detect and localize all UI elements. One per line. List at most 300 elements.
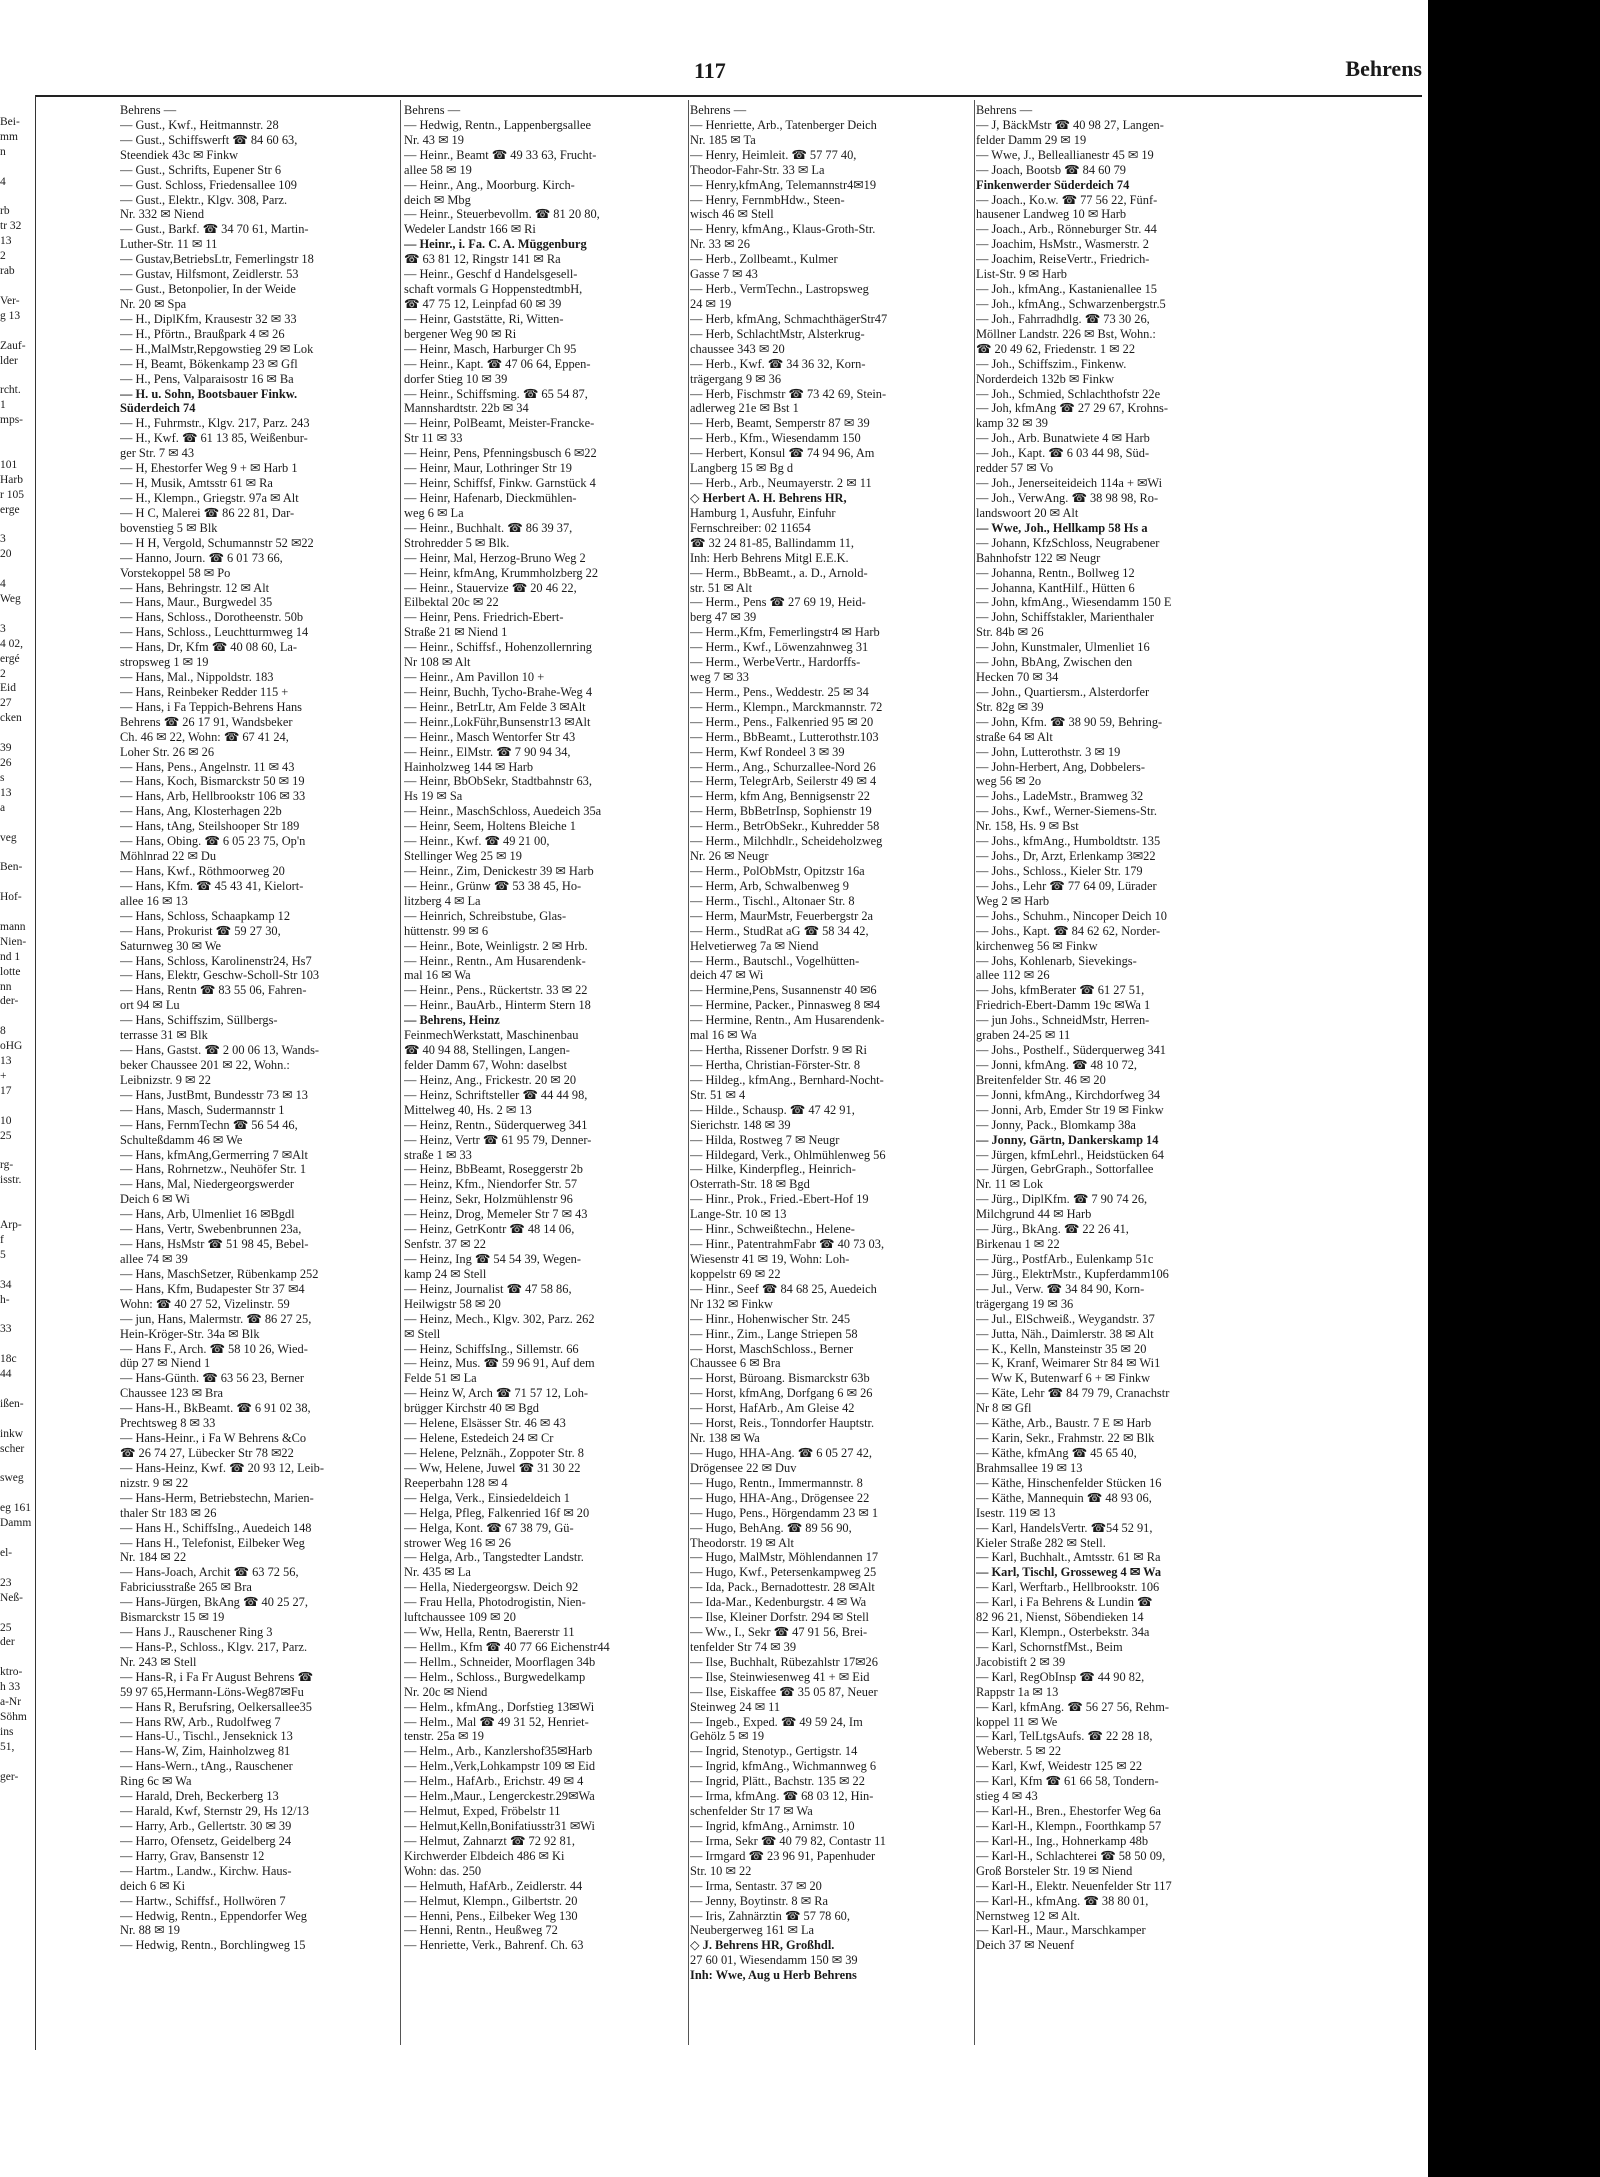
directory-line: — John, Kfm. ☎ 38 90 59, Behring- bbox=[976, 714, 1163, 729]
directory-line: — Herm., Pens., Weddestr. 25 ✉ 34 bbox=[690, 684, 869, 699]
directory-line: — Herm., Klempn., Marckmannstr. 72 bbox=[690, 699, 883, 714]
directory-line: Eilbektal 20c ✉ 22 bbox=[404, 595, 499, 610]
directory-line: — Helm., Arb., Kanzlershof35✉Harb bbox=[404, 1744, 593, 1759]
left-fragment-line: a-Nr bbox=[0, 1696, 22, 1709]
left-fragment-line: 2 bbox=[0, 667, 6, 680]
left-fragment-line: 4 bbox=[0, 175, 6, 188]
directory-line: — Hellm., Kfm ☎ 40 77 66 Eichenstr44 bbox=[404, 1639, 610, 1654]
directory-line: 24 ✉ 19 bbox=[690, 296, 732, 311]
directory-line: — Ilse, Buchhalt, Rübezahlstr 17✉26 bbox=[690, 1654, 878, 1669]
directory-line: Süderdeich 74 bbox=[120, 401, 196, 416]
directory-line: Nr 132 ✉ Finkw bbox=[690, 1296, 774, 1311]
directory-line: — Hans F., Arch. ☎ 58 10 26, Wied- bbox=[120, 1341, 308, 1356]
directory-line: allee 112 ✉ 26 bbox=[976, 968, 1050, 983]
directory-line: — Heinz, Mech., Klgv. 302, Parz. 262 bbox=[404, 1311, 595, 1326]
directory-line: FeinmechWerkstatt, Maschinenbau bbox=[404, 1028, 579, 1043]
left-fragment-line: ktro- bbox=[0, 1666, 23, 1679]
directory-line: chaussee 343 ✉ 20 bbox=[690, 341, 785, 356]
directory-line: — Jürg., BkAng. ☎ 22 26 41, bbox=[976, 1222, 1129, 1237]
directory-line: — Hinr., Schweißtechn., Helene- bbox=[690, 1222, 855, 1237]
left-fragment-line: mann bbox=[0, 920, 26, 933]
directory-line: landswoort 20 ✉ Alt bbox=[976, 505, 1079, 520]
directory-line: deich ✉ Mbg bbox=[404, 192, 471, 207]
directory-line: — Heinz, Sekr, Holzmühlenstr 96 bbox=[404, 1192, 573, 1207]
directory-line: Nr. 435 ✉ La bbox=[404, 1565, 471, 1580]
directory-line: Weberstr. 5 ✉ 22 bbox=[976, 1744, 1062, 1759]
directory-line: kamp 24 ✉ Stell bbox=[404, 1266, 487, 1281]
directory-line: — Johs., LadeMstr., Bramweg 32 bbox=[976, 789, 1144, 804]
left-fragment-line: inkw bbox=[0, 1427, 23, 1440]
directory-line: — Joh., Arb. Bunatwiete 4 ✉ Harb bbox=[976, 431, 1150, 446]
directory-line: — Heinr., Rentn., Am Husarendenk- bbox=[404, 953, 586, 968]
left-page-fragment bbox=[0, 115, 34, 1785]
directory-line: koppelstr 69 ✉ 22 bbox=[690, 1266, 781, 1281]
directory-line: Bahnhofstr 122 ✉ Neugr bbox=[976, 550, 1101, 565]
left-fragment-line: Arp- bbox=[0, 1219, 22, 1232]
directory-line: Chaussee 123 ✉ Bra bbox=[120, 1386, 223, 1401]
directory-line: — Johs, kfmBerater ☎ 61 27 51, bbox=[976, 983, 1145, 998]
left-fragment-line: lotte bbox=[0, 965, 21, 978]
directory-line: — K, Kranf, Weimarer Str 84 ✉ Wi1 bbox=[976, 1356, 1161, 1371]
directory-line: — Hans R, Berufsring, Oelkersallee35 bbox=[120, 1699, 313, 1714]
directory-line: — John., Quartiersm., Alsterdorfer bbox=[976, 684, 1150, 699]
left-fragment-line: 3 bbox=[0, 533, 6, 546]
directory-line: — John, BbAng, Zwischen den bbox=[976, 655, 1133, 670]
directory-line: — Hugo, Rentn., Immermannstr. 8 bbox=[690, 1475, 863, 1490]
directory-line: — Heinr, PolBeamt, Meister-Francke- bbox=[404, 416, 595, 431]
directory-line: — Johs., Kapt. ☎ 84 62 62, Norder- bbox=[976, 923, 1161, 938]
directory-line: — Ww, Helene, Juwel ☎ 31 30 22 bbox=[404, 1460, 581, 1475]
directory-line: — Hans-W, Zim, Hainholzweg 81 bbox=[120, 1744, 291, 1759]
directory-line: — H.,MalMstr,Repgowstieg 29 ✉ Lok bbox=[120, 341, 314, 356]
directory-line: bovenstieg 5 ✉ Blk bbox=[120, 520, 218, 535]
directory-line: — Herb., Kwf. ☎ 34 36 32, Korn- bbox=[690, 356, 866, 371]
directory-line: — Horst, Reis., Tonndorfer Hauptstr. bbox=[690, 1416, 875, 1431]
directory-line: Felde 51 ✉ La bbox=[404, 1371, 477, 1386]
directory-line: — Horst, MaschSchloss., Berner bbox=[690, 1341, 854, 1356]
directory-line: Mittelweg 40, Hs. 2 ✉ 13 bbox=[404, 1102, 532, 1117]
directory-line: Weg 2 ✉ Harb bbox=[976, 893, 1050, 908]
directory-line: — Harald, Kwf, Sternstr 29, Hs 12/13 bbox=[120, 1804, 309, 1819]
directory-line: — Heinr., i. Fa. C. A. Müggenburg bbox=[404, 237, 587, 252]
directory-line: — Ingrid, kfmAng., Arnimstr. 10 bbox=[690, 1819, 855, 1834]
directory-line: — Ingrid, Stenotyp., Gertigstr. 14 bbox=[690, 1744, 858, 1759]
directory-line: allee 58 ✉ 19 bbox=[404, 162, 472, 177]
page-number: 117 bbox=[694, 58, 726, 83]
directory-line: — Joh., Schiffszim., Finkenw. bbox=[976, 356, 1127, 371]
directory-line: 59 97 65,Hermann-Löns-Weg87✉Fu bbox=[120, 1684, 304, 1699]
directory-line: — jun, Hans, Malermstr. ☎ 86 27 25, bbox=[120, 1311, 312, 1326]
left-fragment-line bbox=[0, 368, 34, 383]
directory-line: — Henry, Heimleit. ☎ 57 77 40, bbox=[690, 147, 857, 162]
left-fragment-line: der- bbox=[0, 995, 19, 1008]
directory-line: — Hans H., Telefonist, Eilbeker Weg bbox=[120, 1535, 305, 1550]
left-fragment-line: 3 bbox=[0, 622, 6, 635]
directory-line: Str. 51 ✉ 4 bbox=[690, 1087, 746, 1102]
directory-line: — Heinrich, Schreibstube, Glas- bbox=[404, 908, 567, 923]
directory-line: — Heinz, SchiffsIng., Sillemstr. 66 bbox=[404, 1341, 579, 1356]
left-fragment-line bbox=[0, 1412, 34, 1427]
directory-line: — Gust. Schloss, Friedensallee 109 bbox=[120, 177, 297, 192]
directory-line: — Hans-R, i Fa Fr August Behrens ☎ bbox=[120, 1669, 314, 1684]
directory-line: — Johs., Schuhm., Nincoper Deich 10 bbox=[976, 908, 1167, 923]
directory-line: schenfelder Str 17 ✉ Wa bbox=[690, 1804, 813, 1819]
directory-line: — Hans, MaschSetzer, Rübenkamp 252 bbox=[120, 1266, 319, 1281]
directory-line: — Hans RW, Arb., Rudolfweg 7 bbox=[120, 1714, 281, 1729]
directory-line: — Herm, Arb, Schwalbenweg 9 bbox=[690, 878, 849, 893]
left-fragment-line bbox=[0, 190, 34, 205]
directory-line: — Helmut,Kelln,Bonifatiusstr31 ✉Wi bbox=[404, 1819, 595, 1834]
directory-line: — Ww., I., Sekr ☎ 47 91 56, Brei- bbox=[690, 1625, 868, 1640]
left-fragment-line: 5 bbox=[0, 1248, 6, 1261]
directory-line: — Joach, Bootsb ☎ 84 60 79 bbox=[976, 162, 1127, 177]
directory-line: — Helmuth, HafArb., Zeidlerstr. 44 bbox=[404, 1878, 583, 1893]
directory-line: — Gust., Barkf. ☎ 34 70 61, Martin- bbox=[120, 222, 309, 237]
left-fragment-line: rab bbox=[0, 265, 15, 278]
directory-line: hüttenstr. 99 ✉ 6 bbox=[404, 923, 489, 938]
directory-line: — Hans, Masch, Sudermannstr 1 bbox=[120, 1102, 285, 1117]
directory-line: — Hans, Elektr, Geschw-Scholl-Str 103 bbox=[120, 968, 320, 983]
directory-line: weg 56 ✉ 2o bbox=[976, 774, 1042, 789]
left-fragment-line: 17 bbox=[0, 1084, 12, 1097]
directory-line: Gasse 7 ✉ 43 bbox=[690, 267, 758, 282]
directory-line: ort 94 ✉ Lu bbox=[120, 998, 180, 1013]
directory-line: — Herm., Bautschl., Vogelhütten- bbox=[690, 953, 860, 968]
directory-line: — Johanna, Rentn., Bollweg 12 bbox=[976, 565, 1135, 580]
directory-line: — Hartw., Schiffsf., Hollwören 7 bbox=[120, 1893, 286, 1908]
directory-line: strower Weg 16 ✉ 26 bbox=[404, 1535, 511, 1550]
left-fragment-line: Ver- bbox=[0, 294, 20, 307]
directory-line: — Heinz, Drog, Memeler Str 7 ✉ 43 bbox=[404, 1207, 588, 1222]
directory-line: — Hans-U., Tischl., Jenseknick 13 bbox=[120, 1729, 293, 1744]
directory-line: — Herm., Kwf., Löwenzahnweg 31 bbox=[690, 640, 869, 655]
directory-line: Inh: Herb Behrens Mitgl E.E.K. bbox=[690, 550, 849, 565]
directory-line: — Hans, kfmAng,Germerring 7 ✉Alt bbox=[120, 1147, 308, 1162]
directory-line: — Hugo, HHA-Ang., Drögensee 22 bbox=[690, 1490, 870, 1505]
directory-line: — Karl-H., Maur., Marschkamper bbox=[976, 1923, 1146, 1938]
directory-line: — Heinr, BbObSekr, Stadtbahnstr 63, bbox=[404, 774, 592, 789]
directory-line: — Johs., Lehr ☎ 77 64 09, Lürader bbox=[976, 878, 1157, 893]
directory-line: Nr. 138 ✉ Wa bbox=[690, 1431, 760, 1446]
left-fragment-line: n bbox=[0, 145, 6, 158]
directory-line: — Johanna, KantHilf., Hütten 6 bbox=[976, 580, 1135, 595]
directory-line: — Karl-H., Klempn., Foorthkamp 57 bbox=[976, 1819, 1162, 1834]
directory-line: — Heinr., Zim, Denickestr 39 ✉ Harb bbox=[404, 864, 594, 879]
directory-line: — Heinz, Mus. ☎ 59 96 91, Auf dem bbox=[404, 1356, 595, 1371]
directory-line: str. 51 ✉ Alt bbox=[690, 580, 753, 595]
directory-line: felder Damm 67, Wohn: daselbst bbox=[404, 1058, 567, 1072]
directory-line: Steendiek 43c ✉ Finkw bbox=[120, 147, 239, 162]
directory-line: Vorstekoppel 58 ✉ Po bbox=[120, 565, 231, 580]
directory-line: — Henriette, Verk., Bahrenf. Ch. 63 bbox=[404, 1938, 584, 1953]
left-fragment-line bbox=[0, 726, 34, 741]
column-2 bbox=[404, 103, 679, 1953]
left-fragment-line: 4 bbox=[0, 578, 6, 591]
directory-line: — Heinr., Kwf. ☎ 49 21 00, bbox=[404, 834, 550, 849]
directory-line: Nr 8 ✉ Gfl bbox=[976, 1401, 1032, 1416]
left-fragment-line bbox=[0, 1486, 34, 1501]
directory-line: — Hans-Herm, Betriebstechn, Marien- bbox=[120, 1490, 314, 1505]
left-fragment-line bbox=[0, 1457, 34, 1472]
directory-line: deich 47 ✉ Wi bbox=[690, 968, 764, 983]
left-fragment-line: Hof- bbox=[0, 891, 22, 904]
directory-line: — Heinz, Journalist ☎ 47 58 86, bbox=[404, 1281, 572, 1296]
directory-line: felder Damm 29 ✉ 19 bbox=[976, 132, 1087, 147]
directory-line: Str. 10 ✉ 22 bbox=[690, 1863, 752, 1878]
left-fragment-line: ißen- bbox=[0, 1397, 24, 1410]
directory-line: — Hans J., Rauschener Ring 3 bbox=[120, 1625, 273, 1640]
left-fragment-line: 2 bbox=[0, 250, 6, 263]
directory-line: — Herb., Kfm., Wiesendamm 150 bbox=[690, 431, 861, 446]
left-fragment-line: ergé bbox=[0, 652, 20, 665]
directory-line: — John, Lutterothstr. 3 ✉ 19 bbox=[976, 744, 1121, 759]
directory-line: — Helga, Pfleg, Falkenried 16f ✉ 20 bbox=[404, 1505, 590, 1520]
directory-line: — Käthe, Hinschenfelder Stücken 16 bbox=[976, 1475, 1162, 1490]
directory-line: — Hans, Mal, Niedergeorgswerder bbox=[120, 1177, 294, 1192]
directory-line: schaft vormals G HoppenstedtmbH, bbox=[404, 282, 583, 297]
directory-line: — Hans-Heinz, Kwf. ☎ 20 93 12, Leib- bbox=[120, 1460, 325, 1475]
directory-line: ◇ J. Behrens HR, Großhdl. bbox=[690, 1938, 835, 1953]
left-fragment-line: 23 bbox=[0, 1576, 12, 1589]
directory-line: — Hans, Obing. ☎ 6 05 23 75, Op'n bbox=[120, 834, 306, 849]
directory-line: — Johs, Kohlenarb, Sievekings- bbox=[976, 953, 1137, 968]
left-fragment-line bbox=[0, 1308, 34, 1323]
directory-line: — Hugo, MalMstr, Möhlendannen 17 bbox=[690, 1550, 879, 1565]
directory-line: — Jürg., DiplKfm. ☎ 7 90 74 26, bbox=[976, 1192, 1148, 1207]
directory-line: — Hans, Schloss, Karolinenstr24, Hs7 bbox=[120, 953, 312, 968]
directory-line: — Joachim, HsMstr., Wasmerstr. 2 bbox=[976, 237, 1149, 252]
directory-line: — Jul., ElSchweiß., Weygandstr. 37 bbox=[976, 1311, 1155, 1326]
directory-line: — Horst, kfmAng, Dorfgang 6 ✉ 26 bbox=[690, 1386, 873, 1401]
directory-line: — Herm., Pens., Falkenried 95 ✉ 20 bbox=[690, 714, 874, 729]
left-fragment-line: Bei- bbox=[0, 116, 20, 128]
directory-line: — Heinr, Masch, Harburger Ch 95 bbox=[404, 341, 577, 356]
left-fragment-line: h 33 bbox=[0, 1681, 21, 1694]
directory-line: — Hans, Kwf., Röthmoorweg 20 bbox=[120, 864, 285, 879]
directory-line: — Joh, kfmAng ☎ 27 29 67, Krohns- bbox=[976, 401, 1168, 416]
directory-line: — Hugo, Kwf., Petersenkampweg 25 bbox=[690, 1565, 877, 1580]
directory-line: Chaussee 6 ✉ Bra bbox=[690, 1356, 781, 1371]
directory-line: — Hildegard, Verk., Ohlmühlenweg 56 bbox=[690, 1147, 886, 1162]
directory-line: — Irmgard ☎ 23 96 91, Papenhuder bbox=[690, 1848, 876, 1863]
directory-line: Str. 84b ✉ 26 bbox=[976, 625, 1044, 640]
directory-line: Groß Borsteler Str. 19 ✉ Niend bbox=[976, 1863, 1133, 1878]
running-head: Behrens bbox=[1345, 56, 1422, 81]
left-fragment-line bbox=[0, 1531, 34, 1546]
directory-line: — Frau Hella, Photodrogistin, Nien- bbox=[404, 1595, 586, 1610]
directory-line: — Jürgen, GebrGraph., Sottorfallee bbox=[976, 1162, 1154, 1177]
directory-line: ☎ 20 49 62, Friedenstr. 1 ✉ 22 bbox=[976, 341, 1136, 356]
left-fragment-line bbox=[0, 1009, 34, 1024]
left-fragment-line bbox=[0, 443, 34, 458]
directory-line: Osterrath-Str. 18 ✉ Bgd bbox=[690, 1177, 810, 1192]
directory-line: Helvetierweg 7a ✉ Niend bbox=[690, 938, 819, 953]
directory-line: Ring 6c ✉ Wa bbox=[120, 1774, 192, 1789]
directory-line: kirchenweg 56 ✉ Finkw bbox=[976, 938, 1098, 953]
left-fragment-line: 8 bbox=[0, 1025, 6, 1038]
directory-line: — Herbert, Konsul ☎ 74 94 96, Am bbox=[690, 446, 875, 461]
directory-line: — Hermine, Packer., Pinnasweg 8 ✉4 bbox=[690, 998, 881, 1013]
left-fragment-line: 25 bbox=[0, 1129, 12, 1142]
directory-line: Behrens — bbox=[690, 103, 747, 117]
directory-line: — Hans, Arb, Ulmenliet 16 ✉Bgdl bbox=[120, 1207, 295, 1222]
directory-line: — Johs., kfmAng., Humboldtstr. 135 bbox=[976, 834, 1161, 849]
left-fragment-line: Neß- bbox=[0, 1591, 23, 1604]
directory-line: Str. 82g ✉ 39 bbox=[976, 699, 1044, 714]
directory-line: — Hartm., Landw., Kirchw. Haus- bbox=[120, 1863, 292, 1878]
left-fragment-line: rb bbox=[0, 205, 10, 218]
directory-line: Kirchwerder Elbdeich 486 ✉ Ki bbox=[404, 1848, 565, 1863]
directory-line: — Hans, HsMstr ☎ 51 98 45, Bebel- bbox=[120, 1237, 309, 1252]
directory-line: Saturnweg 30 ✉ We bbox=[120, 938, 222, 953]
directory-line: — Karl, Klempn., Osterbekstr. 34a bbox=[976, 1625, 1150, 1640]
directory-line: Leibnizstr. 9 ✉ 22 bbox=[120, 1072, 211, 1087]
directory-line: — H C, Malerei ☎ 86 22 81, Dar- bbox=[120, 505, 295, 520]
directory-line: — Herb, Fischmstr ☎ 73 42 69, Stein- bbox=[690, 386, 887, 401]
directory-line: — Herm., BbBeamt., Lutterothstr.103 bbox=[690, 729, 879, 744]
directory-line: Schulteßdamm 46 ✉ We bbox=[120, 1132, 243, 1147]
directory-line: — Herm, Kwf Rondeel 3 ✉ 39 bbox=[690, 744, 845, 759]
left-fragment-line: f bbox=[0, 1233, 4, 1246]
directory-line: — Hellm., Schneider, Moorflagen 34b bbox=[404, 1654, 596, 1669]
directory-line: — Hertha, Rissener Dorfstr. 9 ✉ Ri bbox=[690, 1043, 867, 1058]
directory-line: — Herm., Milchhdlr., Scheideholzweg bbox=[690, 834, 883, 849]
directory-line: — Hilde., Schausp. ☎ 47 42 91, bbox=[690, 1102, 855, 1117]
directory-line: Breitenfelder Str. 46 ✉ 20 bbox=[976, 1072, 1106, 1087]
directory-line: — Karl, Kfm ☎ 61 66 58, Tondern- bbox=[976, 1774, 1159, 1789]
left-fragment-line: eg 161 bbox=[0, 1502, 31, 1515]
left-fragment-line: Harb bbox=[0, 473, 23, 486]
directory-line: — Herb, Beamt, Semperstr 87 ✉ 39 bbox=[690, 416, 870, 431]
left-fragment-line: 27 bbox=[0, 697, 12, 710]
directory-line: — Irma, kfmAng. ☎ 68 03 12, Hin- bbox=[690, 1789, 874, 1804]
left-fragment-line bbox=[0, 845, 34, 860]
left-fragment-line bbox=[0, 279, 34, 294]
directory-line: — Johs., Schloss., Kieler Str. 179 bbox=[976, 864, 1143, 879]
directory-line: kamp 32 ✉ 39 bbox=[976, 416, 1048, 431]
directory-line: — Hans, Dr, Kfm ☎ 40 08 60, La- bbox=[120, 640, 298, 655]
left-fragment-line: a bbox=[0, 801, 6, 814]
directory-line: — Heinr, Schiffsf, Finkw. Garnstück 4 bbox=[404, 476, 596, 491]
left-fragment-line: 10 bbox=[0, 1114, 12, 1127]
directory-line: straße 1 ✉ 33 bbox=[404, 1147, 472, 1162]
directory-line: — Herm., Ang., Schurzallee-Nord 26 bbox=[690, 759, 876, 774]
directory-line: — Herm., StudRat aG ☎ 58 34 42, bbox=[690, 923, 869, 938]
directory-line: — Karl-H., Elektr. Neuenfelder Str 117 bbox=[976, 1878, 1172, 1893]
left-fragment-line bbox=[0, 1337, 34, 1352]
directory-line: Theodor-Fahr-Str. 33 ✉ La bbox=[690, 162, 825, 177]
directory-line: — Gustav, Hilfsmont, Zeidlerstr. 53 bbox=[120, 267, 299, 282]
left-fragment-line: el- bbox=[0, 1547, 13, 1559]
directory-line: — Heinr., Buchhalt. ☎ 86 39 37, bbox=[404, 520, 573, 535]
left-fragment-line: 13 bbox=[0, 786, 12, 799]
directory-line: — Hans, JustBmt, Bundesstr 73 ✉ 13 bbox=[120, 1087, 308, 1102]
left-fragment-line: ger- bbox=[0, 1770, 19, 1783]
directory-line: — Heinr., Beamt ☎ 49 33 63, Frucht- bbox=[404, 147, 597, 162]
directory-line: Nr. 88 ✉ 19 bbox=[120, 1923, 180, 1938]
directory-line: Loher Str. 26 ✉ 26 bbox=[120, 744, 215, 759]
directory-line: — Karl, Tischl, Grosseweg 4 ✉ Wa bbox=[976, 1565, 1162, 1580]
directory-line: — Heinr., Masch Wentorfer Str 43 bbox=[404, 729, 576, 744]
directory-line: Hainholzweg 144 ✉ Harb bbox=[404, 759, 534, 774]
directory-line: Nernstweg 12 ✉ Alt. bbox=[976, 1908, 1080, 1923]
directory-line: — Heinr, Seem, Holtens Bleiche 1 bbox=[404, 819, 576, 834]
directory-line: — Hans, Gastst. ☎ 2 00 06 13, Wands- bbox=[120, 1043, 320, 1058]
header-rule bbox=[36, 95, 1422, 97]
left-fragment-line: 101 bbox=[0, 458, 18, 471]
directory-line: — Hans-H., BkBeamt. ☎ 6 91 02 38, bbox=[120, 1401, 311, 1416]
column-divider bbox=[688, 100, 689, 2045]
directory-line: — Karl, i Fa Behrens & Lundin ☎ bbox=[976, 1595, 1153, 1610]
directory-line: Sierichstr. 148 ✉ 39 bbox=[690, 1117, 791, 1132]
directory-line: — Helene, Pelznäh., Zoppoter Str. 8 bbox=[404, 1445, 584, 1460]
directory-line: — Hans, Kfm. ☎ 45 43 41, Kielort- bbox=[120, 878, 304, 893]
directory-line: — Hans, Vertr, Swebenbrunnen 23a, bbox=[120, 1222, 302, 1237]
directory-line: weg 7 ✉ 33 bbox=[690, 670, 749, 685]
left-fragment-line: 18c bbox=[0, 1353, 17, 1366]
directory-line: thaler Str 183 ✉ 26 bbox=[120, 1505, 217, 1520]
directory-line: Norderdeich 132b ✉ Finkw bbox=[976, 371, 1115, 386]
directory-line: Straße 21 ✉ Niend 1 bbox=[404, 625, 508, 640]
left-fragment-line: tr 32 bbox=[0, 220, 22, 233]
directory-line: Behrens ☎ 26 17 91, Wandsbeker bbox=[120, 714, 293, 729]
directory-line: — Heinr., Pens., Rückertstr. 33 ✉ 22 bbox=[404, 983, 588, 998]
directory-line: — Ilse, Eiskaffee ☎ 35 05 87, Neuer bbox=[690, 1684, 878, 1699]
directory-line: — Hinr., PatentrahmFabr ☎ 40 73 03, bbox=[690, 1237, 885, 1252]
directory-line: adlerweg 21e ✉ Bst 1 bbox=[690, 401, 799, 416]
directory-line: Str 11 ✉ 33 bbox=[404, 431, 463, 446]
left-fragment-line bbox=[0, 1382, 34, 1397]
directory-line: — Hans, Reinbeker Redder 115 + bbox=[120, 684, 289, 699]
directory-line: — Johs., Posthelf., Süderquerweg 341 bbox=[976, 1043, 1166, 1058]
left-fragment-line: 4 02, bbox=[0, 637, 23, 650]
left-fragment-line: h- bbox=[0, 1293, 10, 1306]
directory-line: — Hans, i Fa Teppich-Behrens Hans bbox=[120, 699, 302, 714]
directory-line: — Heinr., Am Pavillon 10 + bbox=[404, 670, 545, 685]
left-fragment-line: Damm bbox=[0, 1517, 32, 1530]
directory-line: Luther-Str. 11 ✉ 11 bbox=[120, 237, 218, 252]
directory-line: — Jonny, Pack., Blomkamp 38a bbox=[976, 1117, 1136, 1132]
directory-line: ger Str. 7 ✉ 43 bbox=[120, 446, 195, 461]
directory-line: stieg 4 ✉ 43 bbox=[976, 1789, 1038, 1804]
directory-line: Prechtsweg 8 ✉ 33 bbox=[120, 1416, 216, 1431]
directory-line: ☎ 63 81 12, Ringstr 141 ✉ Ra bbox=[404, 252, 561, 267]
left-fragment-line: 13 bbox=[0, 235, 12, 248]
left-fragment-line: 34 bbox=[0, 1278, 12, 1291]
directory-line: — Karl, SchornstfMst., Beim bbox=[976, 1639, 1123, 1654]
directory-line: — Herb., VermTechn., Lastropsweg bbox=[690, 282, 869, 297]
left-fragment-line: Weg bbox=[0, 593, 21, 605]
directory-line: Lange-Str. 10 ✉ 13 bbox=[690, 1207, 787, 1222]
page-header bbox=[36, 52, 1422, 92]
directory-line: — Karl, Buchhalt., Amtsstr. 61 ✉ Ra bbox=[976, 1550, 1161, 1565]
directory-line: — Heinr.,LokFühr,Bunsenstr13 ✉Alt bbox=[404, 714, 591, 729]
directory-line: — H, Beamt, Bökenkamp 23 ✉ Gfl bbox=[120, 356, 298, 371]
directory-line: — Herb., Arb., Neumayerstr. 2 ✉ 11 bbox=[690, 476, 872, 491]
directory-line: — Ingrid, kfmAng., Wichmannweg 6 bbox=[690, 1759, 877, 1774]
directory-line: Nr 108 ✉ Alt bbox=[404, 655, 471, 670]
directory-line: — Herb, SchlachtMstr, Alsterkrug- bbox=[690, 326, 865, 341]
directory-line: Friedrich-Ebert-Damm 19c ✉Wa 1 bbox=[976, 998, 1151, 1013]
directory-line: — Heinz, Kfm., Niendorfer Str. 57 bbox=[404, 1177, 578, 1192]
directory-line: — Herm., WerbeVertr., Hardorffs- bbox=[690, 655, 861, 670]
left-fragment-line: lder bbox=[0, 354, 18, 367]
left-fragment-line: cken bbox=[0, 712, 22, 725]
directory-line: Heilwigstr 58 ✉ 20 bbox=[404, 1296, 501, 1311]
directory-line: — Hedwig, Rentn., Borchlingweg 15 bbox=[120, 1938, 306, 1953]
directory-line: Steinweg 24 ✉ 11 bbox=[690, 1699, 781, 1714]
directory-line: Behrens — bbox=[976, 103, 1033, 117]
